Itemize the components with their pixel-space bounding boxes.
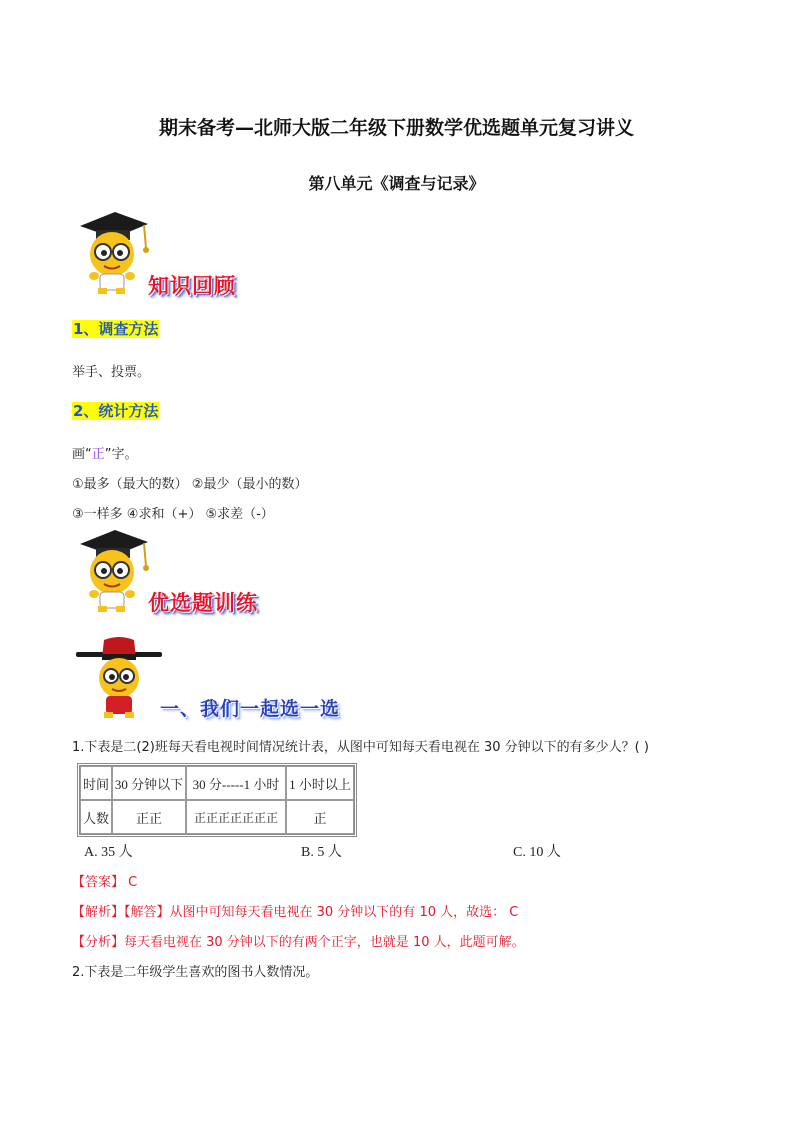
- header-cell: 30 分-----1 小时: [186, 766, 286, 800]
- survey-method-text: 举手、投票。: [72, 365, 151, 380]
- analysis-line: 【解析】【解答】从图中可知每天看电视在 30 分钟以下的有 10 人，故选： C: [72, 905, 519, 920]
- header-cell: 时间: [80, 766, 112, 800]
- value-cell: 正正: [112, 800, 186, 834]
- stat-items-line-2: ③一样多 ④求和（+） ⑤求差（-）: [72, 507, 274, 522]
- value-cell: 正: [286, 800, 354, 834]
- heading-stat-method: 2、统计方法: [73, 402, 159, 420]
- header-cell: 30 分钟以下: [112, 766, 186, 800]
- row-label-cell: 人数: [80, 800, 112, 834]
- stat-method-text: [72, 443, 138, 462]
- option-b: B. 5 人: [301, 845, 342, 860]
- zheng-highlight: 正: [91, 447, 105, 462]
- stat-text-after: ”字。: [104, 447, 138, 462]
- graduate-mascot-icon: [70, 528, 160, 618]
- graduate-mascot-icon: [70, 210, 160, 300]
- unit-subtitle: 第八单元《调查与记录》: [308, 174, 485, 193]
- heading-survey-method: 1、调查方法: [73, 320, 159, 338]
- option-a: A. 35 人: [84, 845, 133, 860]
- fenxi-line: 【分析】每天看电视在 30 分钟以下的有两个正字，也就是 10 人，此题可解。: [72, 935, 525, 950]
- document-title: 期末备考—北师大版二年级下册数学优选题单元复习讲义: [158, 117, 634, 139]
- stat-items-line-1: ①最多（最大的数） ②最少（最小的数）: [72, 477, 308, 492]
- answer-line: 【答案】 C: [72, 875, 138, 890]
- choice-banner: 一、我们一起选一选: [160, 698, 341, 720]
- practice-banner: 优选题训练: [148, 591, 258, 615]
- table-row: [80, 800, 354, 834]
- review-banner: 知识回顾: [148, 274, 236, 298]
- table-header-row: [80, 766, 354, 800]
- option-c: C. 10 人: [513, 845, 561, 860]
- official-mascot-icon: [74, 636, 164, 720]
- stat-text-before: 画“: [72, 447, 92, 462]
- question-2: 2.下表是二年级学生喜欢的图书人数情况。: [72, 965, 319, 980]
- question-1: 1.下表是二(2)班每天看电视时间情况统计表，从图中可知每天看电视在 30 分钟以下的有多少人？( ): [72, 740, 649, 755]
- value-cell: 正正正正正正正: [186, 800, 286, 834]
- header-cell: 1 小时以上: [286, 766, 354, 800]
- tv-time-table: [77, 763, 357, 837]
